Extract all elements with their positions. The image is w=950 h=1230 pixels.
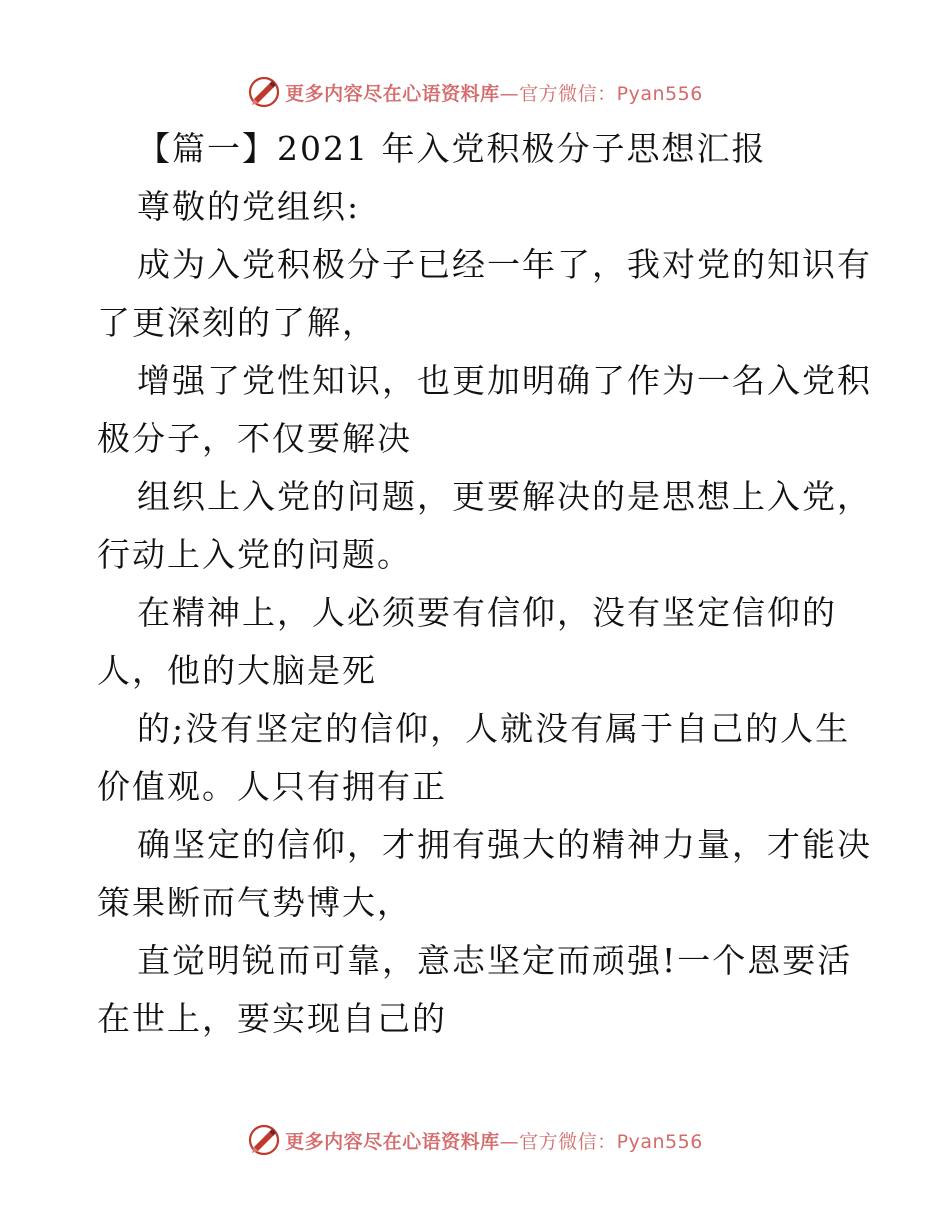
paragraph-line: 在精神上，人必须要有信仰，没有坚定信仰的 (137, 593, 837, 632)
watermark-text: 更多内容尽在心语资料库—官方微信：Pyan556 (285, 82, 703, 105)
paragraph-line: 成为入党积极分子已经一年了，我对党的知识有 (137, 245, 872, 284)
watermark-text: 更多内容尽在心语资料库—官方微信：Pyan556 (285, 1130, 703, 1153)
paragraph-line: 人，他的大脑是死 (97, 651, 377, 690)
document-body (97, 120, 872, 1048)
paragraph-line: 了更深刻的了解， (97, 303, 377, 342)
paragraph-line: 在世上，要实现自己的 (97, 999, 447, 1038)
pen-logo-icon (247, 75, 281, 109)
paragraph-line: 增强了党性知识，也更加明确了作为一名入党积 (137, 361, 872, 400)
paragraph-line: 极分子，不仅要解决 (97, 419, 412, 458)
header-watermark (0, 72, 950, 112)
paragraph-line: 行动上入党的问题。 (97, 535, 412, 574)
footer-watermark (0, 1120, 950, 1160)
paragraph-line: 的;没有坚定的信仰，人就没有属于自己的人生 (137, 709, 851, 748)
pen-logo-icon (247, 1123, 281, 1157)
paragraph-line: 价值观。人只有拥有正 (97, 767, 447, 806)
paragraph-line: 确坚定的信仰，才拥有强大的精神力量，才能决 (137, 825, 872, 864)
salutation: 尊敬的党组织: (137, 187, 361, 226)
paragraph-line: 直觉明锐而可靠，意志坚定而顽强!一个恩要活 (137, 941, 853, 980)
paragraph-line: 策果断而气势博大， (97, 883, 412, 922)
document-title: 【篇一】2021 年入党积极分子思想汇报 (137, 129, 767, 168)
paragraph-line: 组织上入党的问题，更要解决的是思想上入党， (137, 477, 872, 516)
